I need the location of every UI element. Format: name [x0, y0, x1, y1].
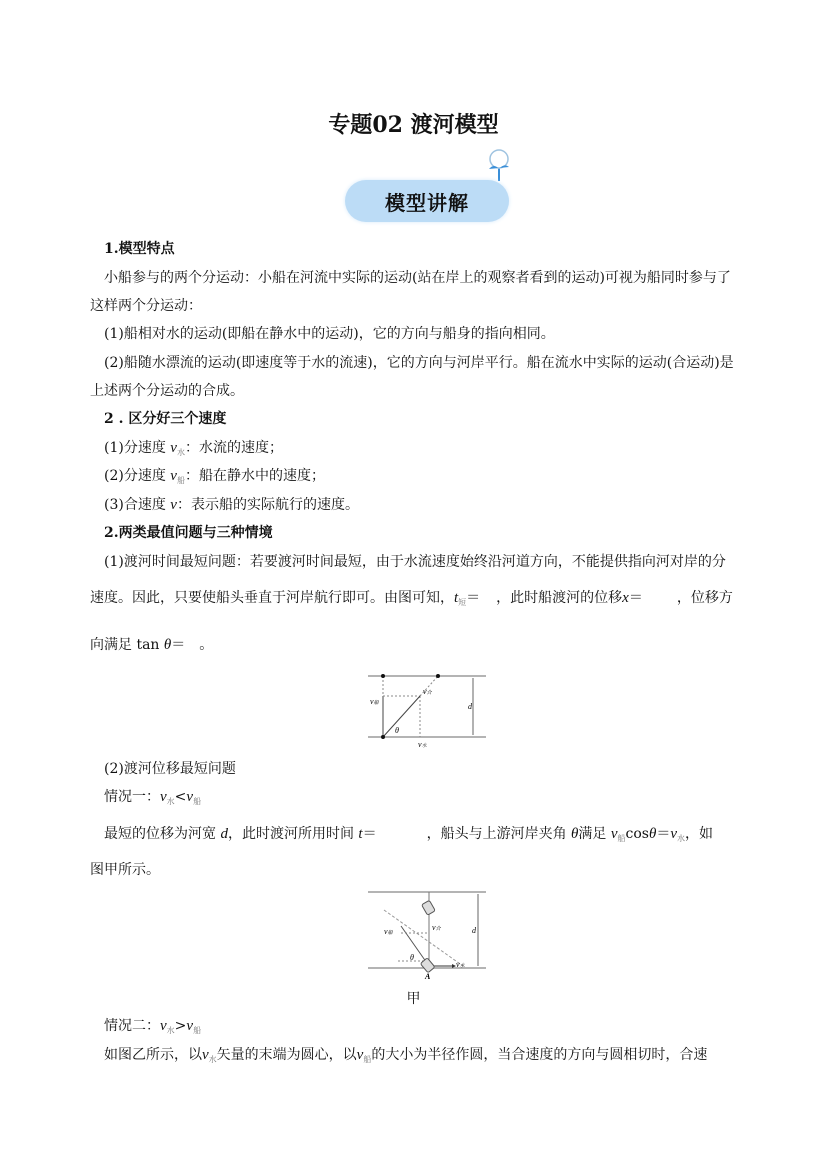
label-v-boat: v船	[384, 927, 393, 936]
var: θ	[649, 826, 657, 842]
paragraph: (1)渡河时间最短问题：若要渡河时间最短，由于水流速度始终沿河道方向，不能提供指向河对岸的分	[104, 554, 726, 570]
var: v	[170, 497, 177, 513]
var: v	[356, 1047, 364, 1063]
text: ，位移方	[676, 590, 733, 606]
subscript: 水	[176, 448, 185, 457]
subscript: 船	[363, 1055, 372, 1064]
text: ＝	[171, 637, 186, 653]
list-item	[104, 496, 766, 514]
text: ，船头与上游河岸夹角	[426, 826, 567, 842]
label-v-water: v水	[418, 740, 427, 749]
text: ，如	[685, 826, 714, 842]
paragraph: (2)渡河位移最短问题	[104, 761, 236, 777]
text: 满足	[578, 826, 607, 842]
text: ＝	[362, 826, 377, 842]
subscript: 水	[208, 1055, 217, 1064]
text: 如图乙所示，以	[104, 1047, 202, 1063]
text: ，此时船渡河的位移	[496, 590, 623, 606]
var: x	[622, 590, 629, 606]
paragraph	[90, 589, 752, 612]
subscript: 水	[677, 834, 686, 843]
paragraph	[104, 1046, 766, 1069]
label-theta: θ	[395, 726, 399, 735]
label-v-sum: v合	[432, 923, 441, 932]
var: v	[160, 789, 167, 805]
text: (2)分速度	[104, 468, 166, 484]
label-d: d	[468, 702, 472, 711]
subscript: 短	[458, 598, 467, 607]
label-v-water: v水	[456, 960, 465, 969]
text: 。	[199, 637, 214, 653]
text: ＝	[466, 590, 481, 606]
subscript: 水	[166, 797, 175, 806]
paragraph: 这样两个分运动：	[90, 298, 202, 314]
subscript: 船	[193, 797, 202, 806]
text: 情况二：	[104, 1018, 160, 1034]
paragraph: 图甲所示。	[90, 862, 160, 878]
paragraph: (1)船相对水的运动(即船在静水中的运动)，它的方向与船身的指向相同。	[104, 326, 555, 342]
var: v	[186, 1018, 194, 1034]
text: 情况一：	[104, 789, 160, 805]
label-v-boat: v船	[370, 697, 379, 706]
heading-extremes: 2.两类最值问题与三种情境	[104, 525, 273, 541]
text: >	[174, 1018, 187, 1034]
var: t	[454, 590, 459, 606]
text: cos	[625, 826, 649, 842]
figure-caption: 甲	[406, 991, 421, 1007]
var: v	[610, 826, 618, 842]
var: v	[186, 789, 194, 805]
text: 最短的位移为河宽	[104, 826, 216, 842]
var: v	[670, 826, 678, 842]
var: θ	[571, 826, 579, 842]
var: v	[170, 468, 177, 484]
list-item	[104, 439, 766, 462]
case-one	[104, 788, 766, 811]
sprout-icon	[483, 147, 513, 183]
label-point-a: A	[425, 972, 431, 981]
var: v	[160, 1018, 167, 1034]
text: ＝	[656, 826, 671, 842]
text: ：船在静水中的速度；	[184, 468, 325, 484]
label-v-sum: v合	[423, 687, 432, 696]
text: ：水流的速度；	[184, 440, 283, 456]
subscript: 船	[193, 1026, 202, 1035]
label-d: d	[472, 926, 476, 935]
list-item	[104, 467, 766, 490]
paragraph	[104, 825, 766, 848]
paragraph: (2)船随水漂流的运动(即速度等于水的流速)，它的方向与河岸平行。船在流水中实际的运动(合运动)是	[104, 355, 734, 371]
text: (3)合速度	[104, 497, 166, 513]
text: 矢量的末端为圆心，以	[216, 1047, 357, 1063]
paragraph: 小船参与的两个分运动：小船在河流中实际的运动(站在岸上的观察者看到的运动)可视为船同时参与了	[104, 270, 731, 286]
figure-shortest-time	[368, 670, 486, 750]
figure-case-one	[368, 888, 486, 983]
page-title: 专题02 渡河模型	[328, 112, 499, 138]
text: ＝	[628, 590, 643, 606]
text: ：表示船的实际航行的速度。	[176, 497, 359, 513]
paragraph	[90, 636, 752, 654]
text: (1)分速度	[104, 440, 166, 456]
var: θ	[163, 637, 172, 653]
paragraph: 上述两个分运动的合成。	[90, 383, 244, 399]
text: <	[174, 789, 187, 805]
case-two	[104, 1017, 766, 1040]
heading-three-speeds: 2 . 区分好三个速度	[104, 411, 227, 427]
var: v	[202, 1047, 209, 1063]
text: 向满足 tan	[90, 637, 164, 653]
var: v	[170, 440, 177, 456]
heading-model-features: 1.模型特点	[104, 241, 175, 257]
text: ，此时渡河所用时间	[227, 826, 354, 842]
section-badge: 模型讲解	[345, 180, 509, 222]
subscript: 船	[176, 476, 185, 485]
label-theta: θ	[410, 953, 414, 962]
text: 的大小为半径作圆，当合速度的方向与圆相切时，合速	[371, 1047, 708, 1063]
var: t	[358, 826, 363, 842]
var: d	[220, 826, 228, 842]
subscript: 水	[166, 1026, 175, 1035]
subscript: 船	[617, 834, 626, 843]
text: 速度。因此，只要使船头垂直于河岸航行即可。由图可知，	[90, 590, 454, 606]
